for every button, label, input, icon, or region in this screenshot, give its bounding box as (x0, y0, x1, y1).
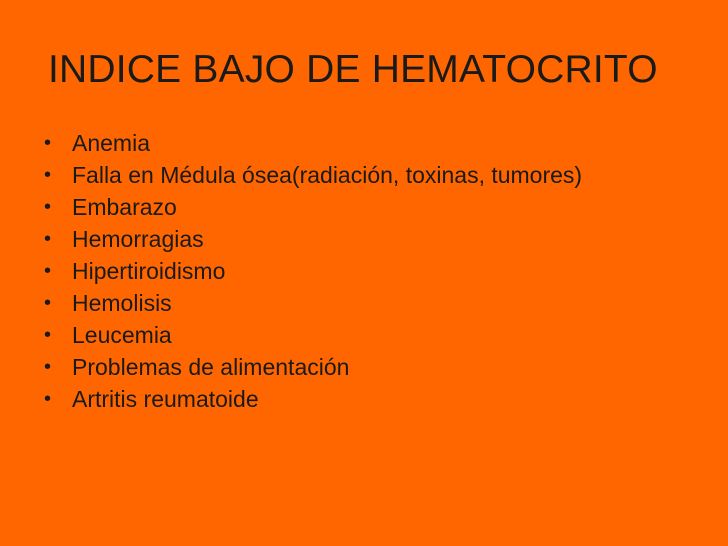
list-item-text: Hemolisis (72, 290, 172, 316)
list-item-text: Anemia (72, 130, 150, 156)
bullet-icon: • (44, 260, 52, 282)
list-item-text: Hemorragias (72, 226, 204, 252)
list-item (44, 292, 604, 315)
list-item-text: Leucemia (72, 322, 172, 348)
list-item-text: Problemas de alimentación (72, 354, 350, 380)
bullet-icon: • (44, 228, 52, 250)
list-item (44, 164, 604, 187)
list-item-text: Falla en Médula ósea(radiación, toxinas, tumores) (72, 162, 583, 188)
list-item (44, 196, 604, 219)
bullet-icon: • (44, 356, 52, 378)
bullet-icon: • (44, 324, 52, 346)
list-item (44, 388, 604, 411)
list-item-text: Embarazo (72, 194, 177, 220)
list-item (44, 324, 604, 347)
bullet-icon: • (44, 388, 52, 410)
list-item (44, 260, 604, 283)
list-item-text: Artritis reumatoide (72, 386, 259, 412)
list-item (44, 356, 604, 379)
bullet-icon: • (44, 292, 52, 314)
list-item (44, 132, 604, 155)
list-item (44, 228, 604, 251)
bullet-icon: • (44, 164, 52, 186)
list-item-text: Hipertiroidismo (72, 258, 226, 284)
bullet-icon: • (44, 196, 52, 218)
slide-title: INDICE BAJO DE HEMATOCRITO (48, 48, 658, 91)
bullet-list (44, 132, 604, 420)
bullet-icon: • (44, 132, 52, 154)
